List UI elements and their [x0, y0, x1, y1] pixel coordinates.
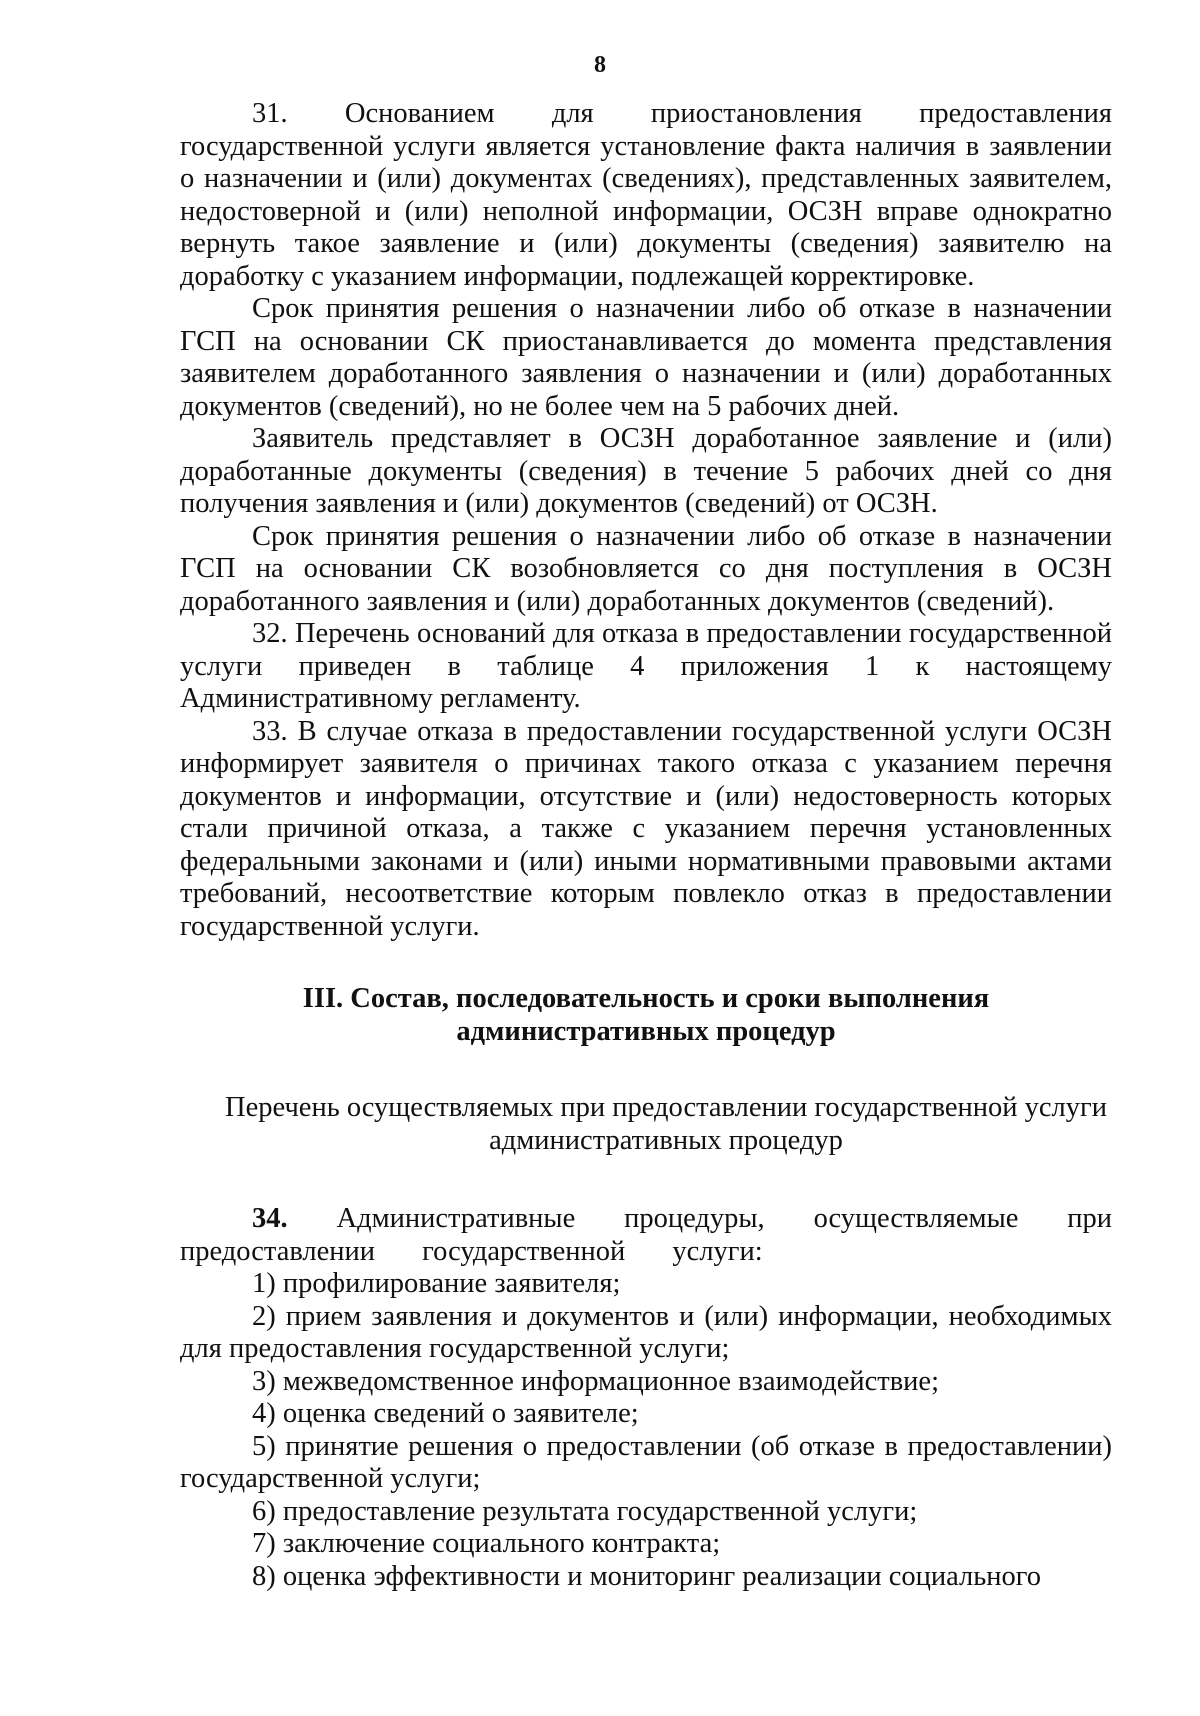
procedure-list: [180, 1203, 1112, 1593]
paragraph-34-number: 34.: [252, 1203, 288, 1234]
body-text: [180, 98, 1112, 943]
paragraph-34: [180, 1203, 1112, 1268]
section-heading: III. Состав, последовательность и сроки выполнения административных процедур: [302, 983, 990, 1047]
section-3: [180, 983, 1112, 1593]
list-item: 5) принятие решения о предоставлении (об отказе в предоставлении) государственной услуги;: [180, 1430, 1112, 1494]
paragraph-32: 32. Перечень оснований для отказа в предоставлении государственной услуги приведен в таблице 4 приложения 1 к настоящему Административному регламенту.: [180, 618, 1112, 714]
paragraph-31-applicant: Заявитель представляет в ОСЗН доработанное заявление и (или) доработанные документы (сведения) в течение 5 рабочих дней со дня получения заявления и (или) документов (сведений) от ОСЗН.: [180, 423, 1112, 519]
list-item: 4) оценка сведений о заявителе;: [252, 1398, 639, 1429]
list-item: 7) заключение социального контракта;: [252, 1528, 721, 1559]
page-number: 8: [594, 52, 606, 78]
list-item: 2) прием заявления и документов и (или) информации, необходимых для предоставления государственной услуги;: [180, 1300, 1112, 1364]
list-item: 6) предоставление результата государственной услуги;: [252, 1495, 918, 1527]
list-item: 8) оценка эффективности и мониторинг реализации социального: [252, 1560, 1041, 1592]
paragraph-31-term-suspension: Срок принятия решения о назначении либо об отказе в назначении ГСП на основании СК приостанавливается до момента представления заявителем доработанного заявления о назначении и (или) доработанных документов (сведений), но не более чем на 5 рабочих дней.: [180, 293, 1112, 422]
paragraph-34-text: Административные процедуры, осуществляемые при предоставлении государственной услуги:: [180, 1203, 1113, 1267]
list-item: 1) профилирование заявителя;: [252, 1268, 621, 1299]
list-item: 3) межведомственное информационное взаимодействие;: [252, 1365, 939, 1397]
paragraph-33: 33. В случае отказа в предоставлении государственной услуги ОСЗН информирует заявителя о причинах такого отказа с указанием перечня документов и информации, отсутствие и (или) недостоверность которых стали причиной отказа, а также с указанием перечня установленных федеральными законами и (или) иными нормативными правовыми актами требований, несоответствие которым повлекло отказ в предоставлении государственной услуги.: [180, 715, 1112, 942]
paragraph-31-term-resume: Срок принятия решения о назначении либо об отказе в назначении ГСП на основании СК возобновляется со дня поступления в ОСЗН доработанного заявления и (или) доработанных документов (сведений).: [180, 520, 1112, 617]
subsection-heading: Перечень осуществляемых при предоставлении государственной услуги административных процедур: [225, 1092, 1107, 1156]
paragraph-31: 31. Основанием для приостановления предоставления государственной услуги является установление факта наличия в заявлении о назначении и (или) документах (сведениях), представленных заявителем, недостоверной и (или) неполной информации, ОСЗН вправе однократно вернуть такое заявление и (или) документы (сведения) заявителю на доработку с указанием информации, подлежащей корректировке.: [180, 98, 1112, 292]
